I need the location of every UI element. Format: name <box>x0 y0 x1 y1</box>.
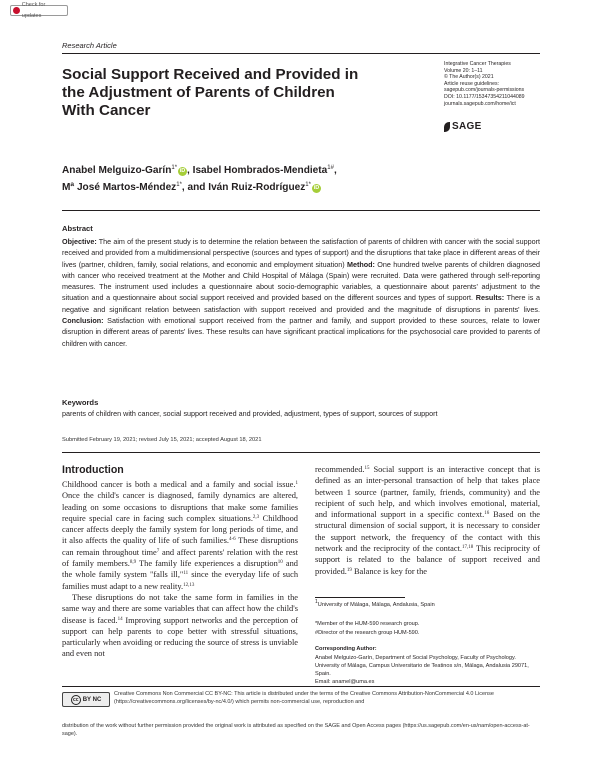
method-text: One hundred twelve parents of children diagnosed with cancer who received treatment at the Mother and Child Hospital of Málaga (Spain) were recruited. Data were gathered through self-reporting measures. The instrument used includes a questionnaire about socio-demographic variables, a questionnaire about parents' adjustment to the situation and a questionnaire about social support received and provided based on the different sources and types of support. <box>62 259 541 303</box>
keywords-text: parents of children with cancer, social support received and provided, adjustment, types of support, sources of support <box>62 409 438 418</box>
affil-marker: 1 <box>315 599 318 605</box>
citation[interactable]: 7 <box>156 548 160 554</box>
director-footnote: #Director of the research group HUM-590. <box>315 630 420 636</box>
orcid-icon[interactable]: iD <box>313 185 320 191</box>
conclusion-text: Satisfaction with emotional support received from the partner and family, and support provided to these sources, relate to lower disruption in different areas of parents' lives. These results can have significant practical implications for the psychosocial care provided to parents of children with cancer. <box>62 316 540 348</box>
license-text-1: Creative Commons Non Commercial CC BY-NC: This article is distributed under the terms of the Creative Commons Attribution-NonCommercial 4.0 License (https://creativecommons.org/licenses/by-nc/4.0/) which permits non-commercial use, reproduction and <box>114 691 494 705</box>
results-label: Results: <box>475 293 505 303</box>
text-run: Balance is key for the <box>351 566 427 576</box>
introduction-heading: Introduction <box>62 464 124 476</box>
orcid-icon[interactable]: iD <box>179 168 186 174</box>
text-run: These disruptions can remain throughout time <box>62 536 298 557</box>
corresponding-email[interactable]: Email: anamel@uma.es <box>315 679 375 685</box>
citation[interactable]: 19 <box>346 567 352 573</box>
cc-badge-text: BY NC <box>82 696 102 703</box>
author-2[interactable]: , Isabel Hombrados-Mendieta <box>187 165 328 176</box>
author-1-affil: 1* <box>171 165 178 171</box>
author-2-affil: 1# <box>327 165 334 171</box>
sage-logo <box>444 121 482 132</box>
intro-paragraph-continued <box>315 464 540 577</box>
method-label: Method: <box>346 259 375 269</box>
check-updates-icon <box>13 7 20 14</box>
text-run: and affect parents' relation with the rest of family members. <box>62 547 298 569</box>
citation[interactable]: 12,13 <box>183 582 195 588</box>
left-column <box>62 479 298 660</box>
text-run: since the everyday life of such families must adapt to a new reality. <box>62 570 299 591</box>
permissions-link[interactable]: sagepub.com/journals-permissions <box>444 87 525 94</box>
text-run: Childhood cancer is both a medical and a family and social issue. <box>62 480 296 489</box>
intro-paragraph-1 <box>62 479 298 592</box>
submission-dates: Submitted February 19, 2021; revised July 15, 2021; accepted August 18, 2021 <box>62 437 262 443</box>
member-footnote: *Member of the HUM-590 research group. <box>315 621 420 627</box>
objective-label: Objective: <box>62 237 97 246</box>
citation[interactable]: 14 <box>117 616 123 622</box>
text-run: Social support is an interactive concept that is defined as an inter-personal transaction of help that takes place between 1 source (partner, family, friends, community) and the recipient of such help, and which involves emotional, material, and informational support in a specific context. <box>315 465 540 520</box>
citation[interactable]: 1 <box>295 481 298 486</box>
author-1[interactable]: Anabel Melguizo-Garín <box>62 165 172 176</box>
author-list: Anabel Melguizo-Garín$^{1*}$ iD , Isabel Hombrados-Mendieta$^{1\#}$, Mª José Martos-Méndez$^{1*}$, and Iván Ruiz-Rodríguez$^{1*}$ iD <box>62 165 337 193</box>
header-rule <box>62 53 540 54</box>
abstract-heading: Abstract <box>62 224 93 233</box>
abstract-top-rule <box>62 210 540 211</box>
citation[interactable]: 10 <box>277 560 283 566</box>
journal-meta <box>444 61 554 107</box>
journal-name: Integrative Cancer Therapies <box>444 61 511 67</box>
results-text: There is a negative and significant relation between satisfaction with support received and provided and the magnitude of disruptions in parents' lives. <box>62 293 541 314</box>
author-3[interactable]: Mª José Martos-Méndez <box>62 182 177 193</box>
license-rule <box>62 686 540 687</box>
author-4-affil: 1* <box>305 182 311 188</box>
conclusion-label: Conclusion: <box>62 316 104 326</box>
citation[interactable]: 15 <box>364 466 370 471</box>
cc-by-nc-badge[interactable] <box>62 692 110 707</box>
license-text-2: distribution of the work without further permission provided the original work is attributed as specified on the SAGE and Open Access pages (https://us.sagepub.com/en-us/nam/open-access-at-sage). <box>62 723 530 737</box>
footnote-rule <box>315 597 405 598</box>
article-title: Social Support Received and Provided in the Adjustment of Parents of Children With Cancer <box>62 66 359 119</box>
right-column <box>315 464 540 577</box>
affiliation-footnote <box>315 601 540 609</box>
citation[interactable]: 16 <box>484 511 490 517</box>
citation[interactable]: 8,9 <box>129 560 137 566</box>
author-3-affil: 1* <box>176 182 182 188</box>
citation[interactable]: 17,18 <box>462 545 474 551</box>
sage-mark-icon <box>444 122 450 132</box>
check-for-updates-badge[interactable] <box>10 1 68 19</box>
corresponding-author-details: Anabel Melguizo-Garín, Department of Social Psychology, Faculty of Psychology. University of Málaga, Campus Universitario de Teatinos s/n, Málaga, Andalusia 29071, Spain. <box>315 655 529 677</box>
cc-icon: cc <box>71 695 81 705</box>
objective-text: The aim of the present study is to determine the relation between the satisfaction of parents of children with cancer with the social support received and provided from a multidimensional perspective (sources and types of support) and the disruptions that take place in different areas of their lives (partner, children, family, social relations, and economic and employment situation) <box>62 237 540 269</box>
text-run: Once the child's cancer is diagnosed, family dynamics are altered, leading on some occasions to disruptions that make some families require special care in facing such complex situations. <box>62 491 298 523</box>
text-run: recommended. <box>315 465 365 474</box>
keywords-heading: Keywords <box>62 398 99 407</box>
text-run: The family life experiences a disruption <box>136 559 278 569</box>
citation[interactable]: 4-6 <box>229 537 236 543</box>
body-top-rule <box>62 452 540 453</box>
abstract-text <box>62 236 540 349</box>
copyright: © The Author(s) 2021 <box>444 74 494 81</box>
text-run: Childhood cancer affects deeply the family system for long periods of time, and it also affects the quality of life of such families. <box>62 513 298 546</box>
intro-paragraph-2 <box>62 592 298 660</box>
text-run: Improving support networks and the perception of support can help parents to cope better with stressful situations, particularly when avoiding or reducing the source of stress is unviable and even not <box>62 615 298 659</box>
text-run: and the whole family system "falls ill," <box>62 559 298 580</box>
text-run: Based on the structural dimension of social support, it is necessary to consider the support network, the frequency of the contact with this network and the reciprocity of the contact. <box>315 510 540 554</box>
journal-volume: Volume 20: 1–11 <box>444 67 483 74</box>
article-type: Research Article <box>62 41 117 50</box>
text-run: This reciprocity of support is related to the balance of support received and provided. <box>315 544 540 576</box>
doi-link[interactable]: DOI: 10.1177/15347354211044089 <box>444 93 525 100</box>
citation[interactable]: 11 <box>183 571 189 577</box>
author-4[interactable]: , and Iván Ruiz-Rodríguez <box>181 182 306 193</box>
sage-logo-text: SAGE <box>452 121 482 132</box>
journal-home-link[interactable]: journals.sagepub.com/home/ict <box>444 100 516 107</box>
affil-text: University of Málaga, Málaga, Andalusia, Spain <box>317 602 435 608</box>
text-run: These disruptions do not take the same form in families in the same way and there are some variables that can affect how the child's disease is faced. <box>62 592 298 625</box>
corresponding-author-heading: Corresponding Author: <box>315 646 377 652</box>
check-badge-label: Check for updates <box>21 1 46 19</box>
citation[interactable]: 2,3 <box>252 514 260 520</box>
reuse-guidelines-label: Article reuse guidelines: <box>444 80 500 87</box>
